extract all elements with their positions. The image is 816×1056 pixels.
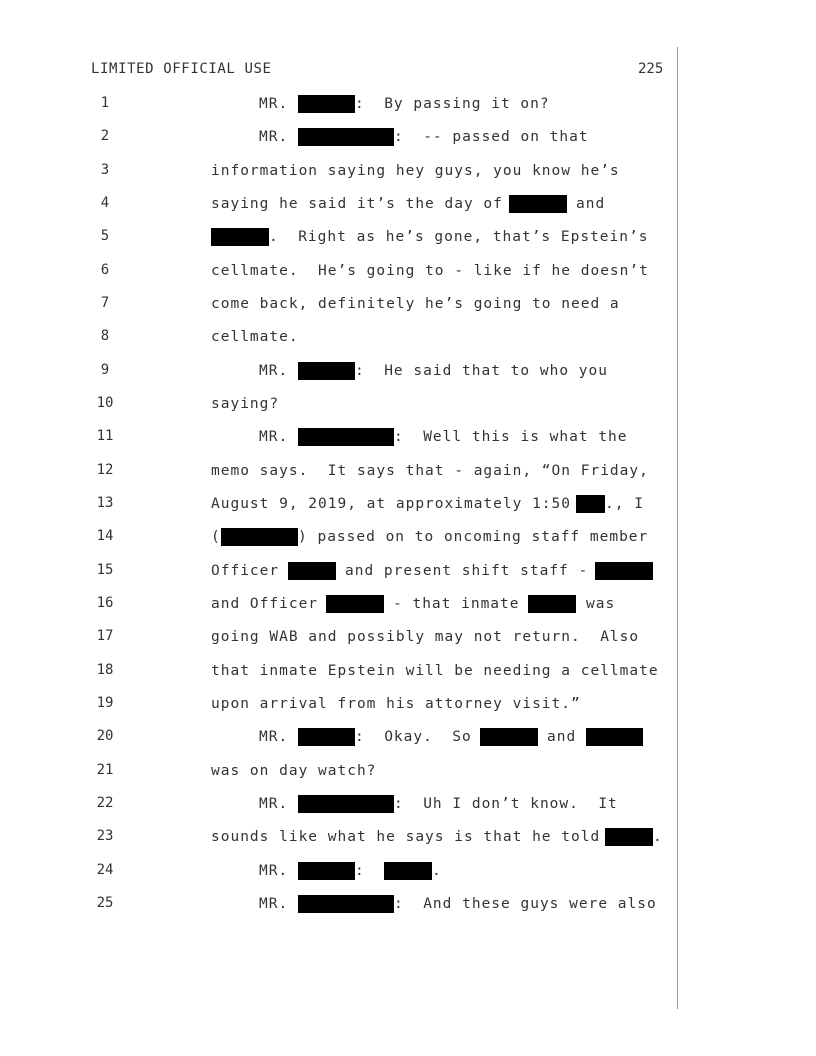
transcript-text: . — [432, 863, 442, 879]
transcript-text: . Right as he’s gone, that’s Epstein’s — [269, 229, 649, 245]
line-number: 22 — [96, 795, 114, 811]
line-number: 21 — [96, 762, 114, 778]
line-number: 1 — [100, 95, 110, 111]
redaction-box — [221, 528, 298, 546]
page-number: 225 — [638, 61, 664, 77]
line-number: 15 — [96, 562, 114, 578]
redaction-box — [298, 362, 355, 380]
redaction-box — [576, 495, 605, 513]
redaction-box — [384, 862, 432, 880]
transcript-text: and — [576, 196, 606, 212]
transcript-text: : And these guys were also — [394, 896, 657, 912]
transcript-text: upon arrival from his attorney visit.” — [211, 696, 581, 712]
redaction-box — [605, 828, 653, 846]
redaction-box — [298, 862, 355, 880]
transcript-text: come back, definitely he’s going to need a — [211, 296, 620, 312]
transcript-text: ( — [211, 529, 221, 545]
redaction-box — [528, 595, 576, 613]
redaction-box — [211, 228, 269, 246]
page-header-classification: LIMITED OFFICIAL USE — [91, 61, 272, 77]
transcript-text: cellmate. — [211, 329, 299, 345]
transcript-text: : Okay. So — [355, 729, 472, 745]
line-number: 8 — [100, 328, 110, 344]
line-number: 16 — [96, 595, 114, 611]
transcript-text: ., I — [605, 496, 644, 512]
line-number: 2 — [100, 128, 110, 144]
line-number: 10 — [96, 395, 114, 411]
line-number: 11 — [96, 428, 114, 444]
line-number: 19 — [96, 695, 114, 711]
transcript-text: ) passed on to oncoming staff member — [298, 529, 649, 545]
line-number: 24 — [96, 862, 114, 878]
transcript-text: : He said that to who you — [355, 363, 608, 379]
transcript-text: information saying hey guys, you know he’s — [211, 163, 620, 179]
speaker-label: MR. — [259, 96, 289, 112]
speaker-label: MR. — [259, 129, 289, 145]
speaker-label: MR. — [259, 796, 289, 812]
line-number: 5 — [100, 228, 110, 244]
redaction-box — [288, 562, 336, 580]
transcript-text: memo says. It says that - again, “On Friday, — [211, 463, 649, 479]
transcript-text: : -- passed on that — [394, 129, 589, 145]
transcript-text: was — [586, 596, 616, 612]
transcript-text: cellmate. He’s going to - like if he doesn’t — [211, 263, 649, 279]
redaction-box — [298, 428, 394, 446]
right-margin-rule — [677, 47, 678, 1009]
line-number: 17 — [96, 628, 114, 644]
transcript-text: - that inmate — [393, 596, 520, 612]
line-number: 12 — [96, 462, 114, 478]
transcript-text: saying he said it’s the day of — [211, 196, 503, 212]
line-number: 25 — [96, 895, 114, 911]
transcript-text: : Uh I don’t know. It — [394, 796, 618, 812]
speaker-label: MR. — [259, 863, 289, 879]
speaker-label: MR. — [259, 363, 289, 379]
line-number: 13 — [96, 495, 114, 511]
redaction-box — [595, 562, 653, 580]
line-number: 4 — [100, 195, 110, 211]
line-number: 23 — [96, 828, 114, 844]
line-number: 9 — [100, 362, 110, 378]
transcript-text: : Well this is what the — [394, 429, 628, 445]
transcript-text: and Officer — [211, 596, 319, 612]
line-number: 7 — [100, 295, 110, 311]
transcript-text: was on day watch? — [211, 763, 377, 779]
transcript-text: saying? — [211, 396, 280, 412]
speaker-label: MR. — [259, 729, 289, 745]
redaction-box — [586, 728, 643, 746]
transcript-text: sounds like what he says is that he told — [211, 829, 601, 845]
line-number: 6 — [100, 262, 110, 278]
redaction-box — [298, 95, 355, 113]
transcript-text: and present shift staff - — [345, 563, 589, 579]
transcript-text: : By passing it on? — [355, 96, 550, 112]
transcript-text: and — [547, 729, 577, 745]
line-number: 3 — [100, 162, 110, 178]
redaction-box — [298, 128, 394, 146]
redaction-box — [509, 195, 567, 213]
redaction-box — [298, 728, 355, 746]
transcript-text: August 9, 2019, at approximately 1:50 — [211, 496, 572, 512]
redaction-box — [326, 595, 384, 613]
redaction-box — [298, 895, 394, 913]
speaker-label: MR. — [259, 429, 289, 445]
speaker-label: MR. — [259, 896, 289, 912]
line-number: 14 — [96, 528, 114, 544]
transcript-text: : — [355, 863, 365, 879]
line-number: 18 — [96, 662, 114, 678]
transcript-text: . — [653, 829, 663, 845]
transcript-text: Officer — [211, 563, 280, 579]
transcript-text: that inmate Epstein will be needing a cellmate — [211, 663, 659, 679]
line-number: 20 — [96, 728, 114, 744]
redaction-box — [480, 728, 538, 746]
transcript-text: going WAB and possibly may not return. Also — [211, 629, 640, 645]
redaction-box — [298, 795, 394, 813]
